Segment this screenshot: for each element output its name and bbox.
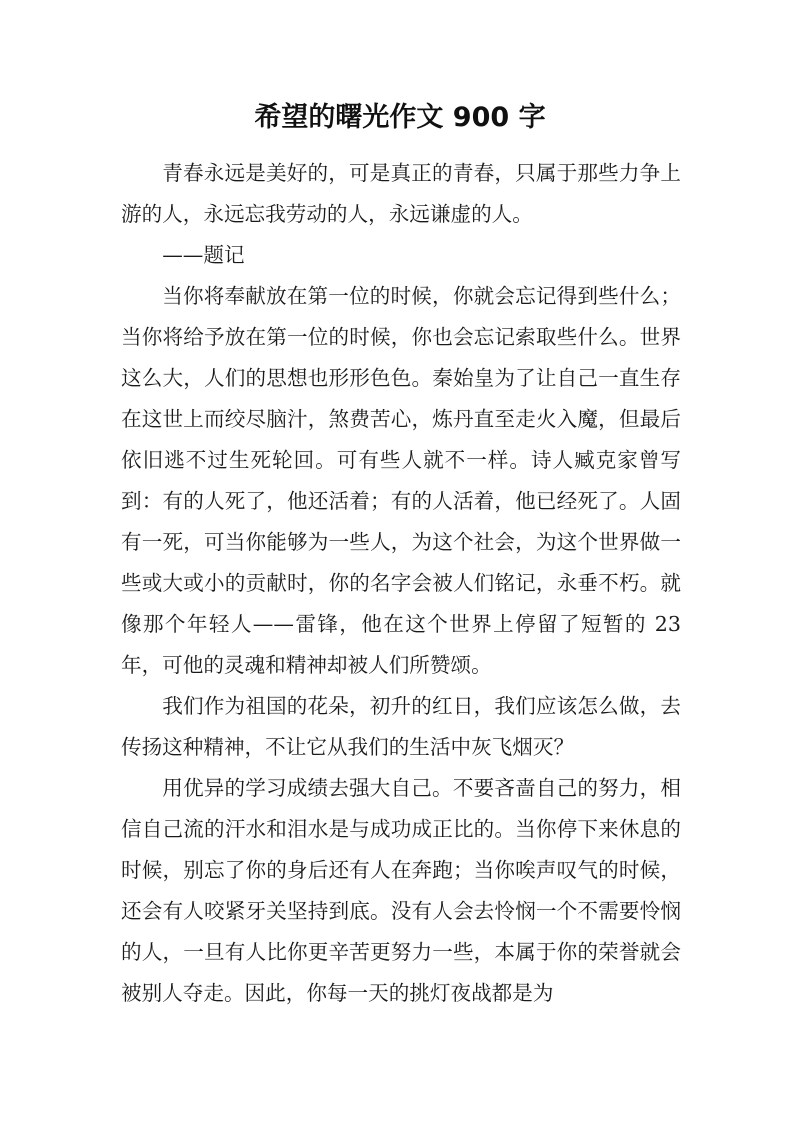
epigraph-paragraph: 青春永远是美好的，可是真正的青春，只属于那些力争上游的人，永远忘我劳动的人，永远谦虚的人。	[121, 161, 681, 226]
epigraph-attribution: ——题记	[162, 243, 245, 267]
document-body	[121, 153, 681, 1014]
body-paragraph: 当你将奉献放在第一位的时候，你就会忘记得到些什么；当你将给予放在第一位的时候，你也会忘记索取些什么。世界这么大，人们的思想也形形色色。秦始皇为了让自己一直生存在这世上而绞尽脑汁，煞费苦心，炼丹直至走火入魔，但最后依旧逃不过生死轮回。可有些人就不一样。诗人臧克家曾写到：有的人死了，他还活着；有的人活着，他已经死了。人固有一死，可当你能够为一些人，为这个社会，为这个世界做一些或大或小的贡献时，你的名字会被人们铭记，永垂不朽。就像那个年轻人——雷锋，他在这个世界上停留了短暂的 23 年，可他的灵魂和精神却被人们所赞颂。	[121, 284, 681, 677]
body-paragraph: 我们作为祖国的花朵，初升的红日，我们应该怎么做，去传扬这种精神，不让它从我们的生活中灰飞烟灭？	[121, 694, 681, 759]
body-paragraph: 用优异的学习成绩去强大自己。不要吝啬自己的努力，相信自己流的汗水和泪水是与成功成正比的。当你停下来休息的时候，别忘了你的身后还有人在奔跑；当你唉声叹气的时候，还会有人咬紧牙关坚持到底。没有人会去怜悯一个不需要怜悯的人，一旦有人比你更辛苦更努力一些，本属于你的荣誉就会被别人夺走。因此，你每一天的挑灯夜战都是为	[121, 776, 681, 1005]
document-title: 希望的曙光作文 900 字	[254, 102, 546, 133]
